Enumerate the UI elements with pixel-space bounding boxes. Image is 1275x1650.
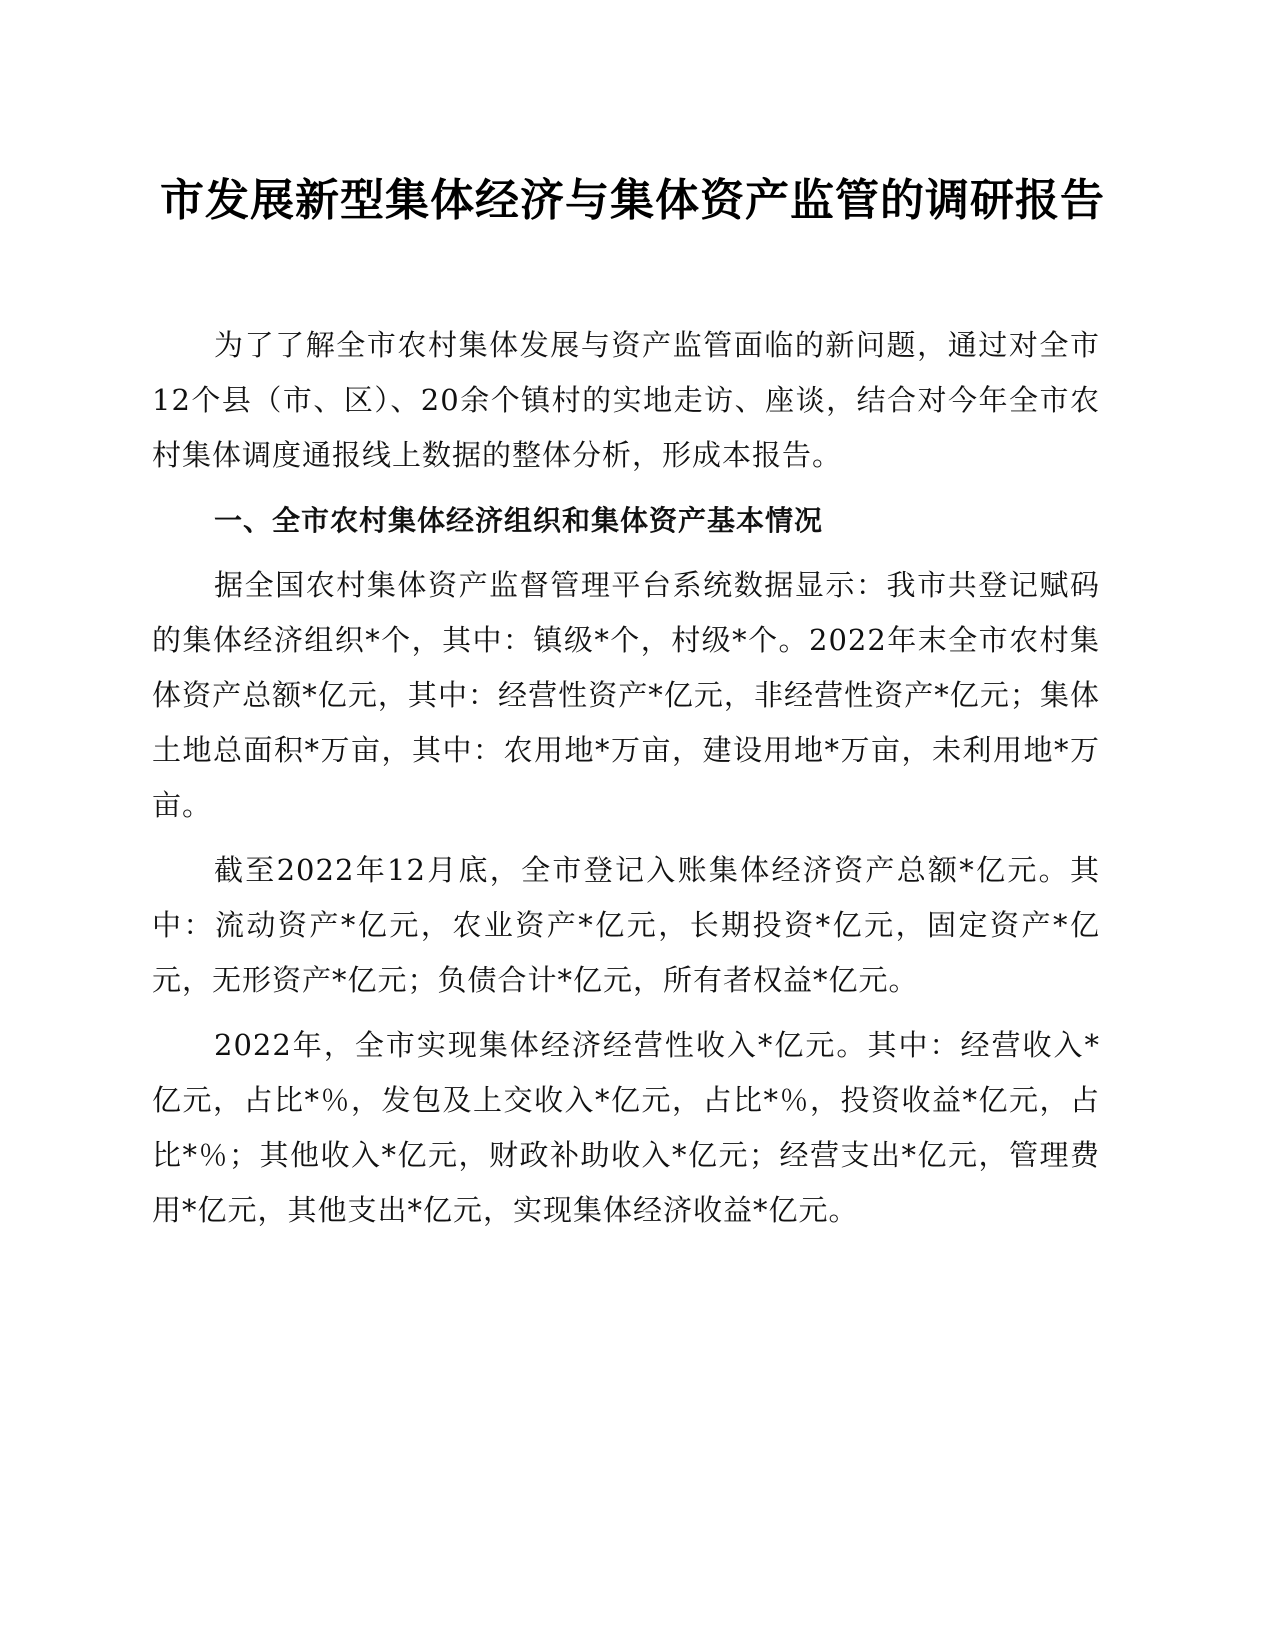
section-heading: 一、全市农村集体经济组织和集体资产基本情况 <box>214 504 824 537</box>
income-paragraph: 2022年，全市实现集体经济经营性收入*亿元。其中：经营收入*亿元，占比*％，发包及上交收入*亿元，占比*％，投资收益*亿元，占比*％；其他收入*亿元，财政补助收入*亿元；经营支出*亿元，管理费用*亿元，其他支出*亿元，实现集体经济收益*亿元。 <box>152 1028 1100 1227</box>
document-body <box>152 318 1100 1238</box>
asset-accounts-paragraph: 截至2022年12月底，全市登记入账集体经济资产总额*亿元。其中：流动资产*亿元，农业资产*亿元，长期投资*亿元，固定资产*亿元，无形资产*亿元；负债合计*亿元，所有者权益*亿元。 <box>152 853 1100 997</box>
organization-stats-paragraph: 据全国农村集体资产监督管理平台系统数据显示：我市共登记赋码的集体经济组织*个，其中：镇级*个，村级*个。2022年末全市农村集体资产总额*亿元，其中：经营性资产*亿元，非经营性资产*亿元；集体土地总面积*万亩，其中：农用地*万亩，建设用地*万亩，未利用地*万亩。 <box>152 568 1100 822</box>
intro-paragraph: 为了了解全市农村集体发展与资产监管面临的新问题，通过对全市12个县（市、区）、20余个镇村的实地走访、座谈，结合对今年全市农村集体调度通报线上数据的整体分析，形成本报告。 <box>152 328 1100 472</box>
document-title: 市发展新型集体经济与集体资产监管的调研报告 <box>160 175 1105 226</box>
